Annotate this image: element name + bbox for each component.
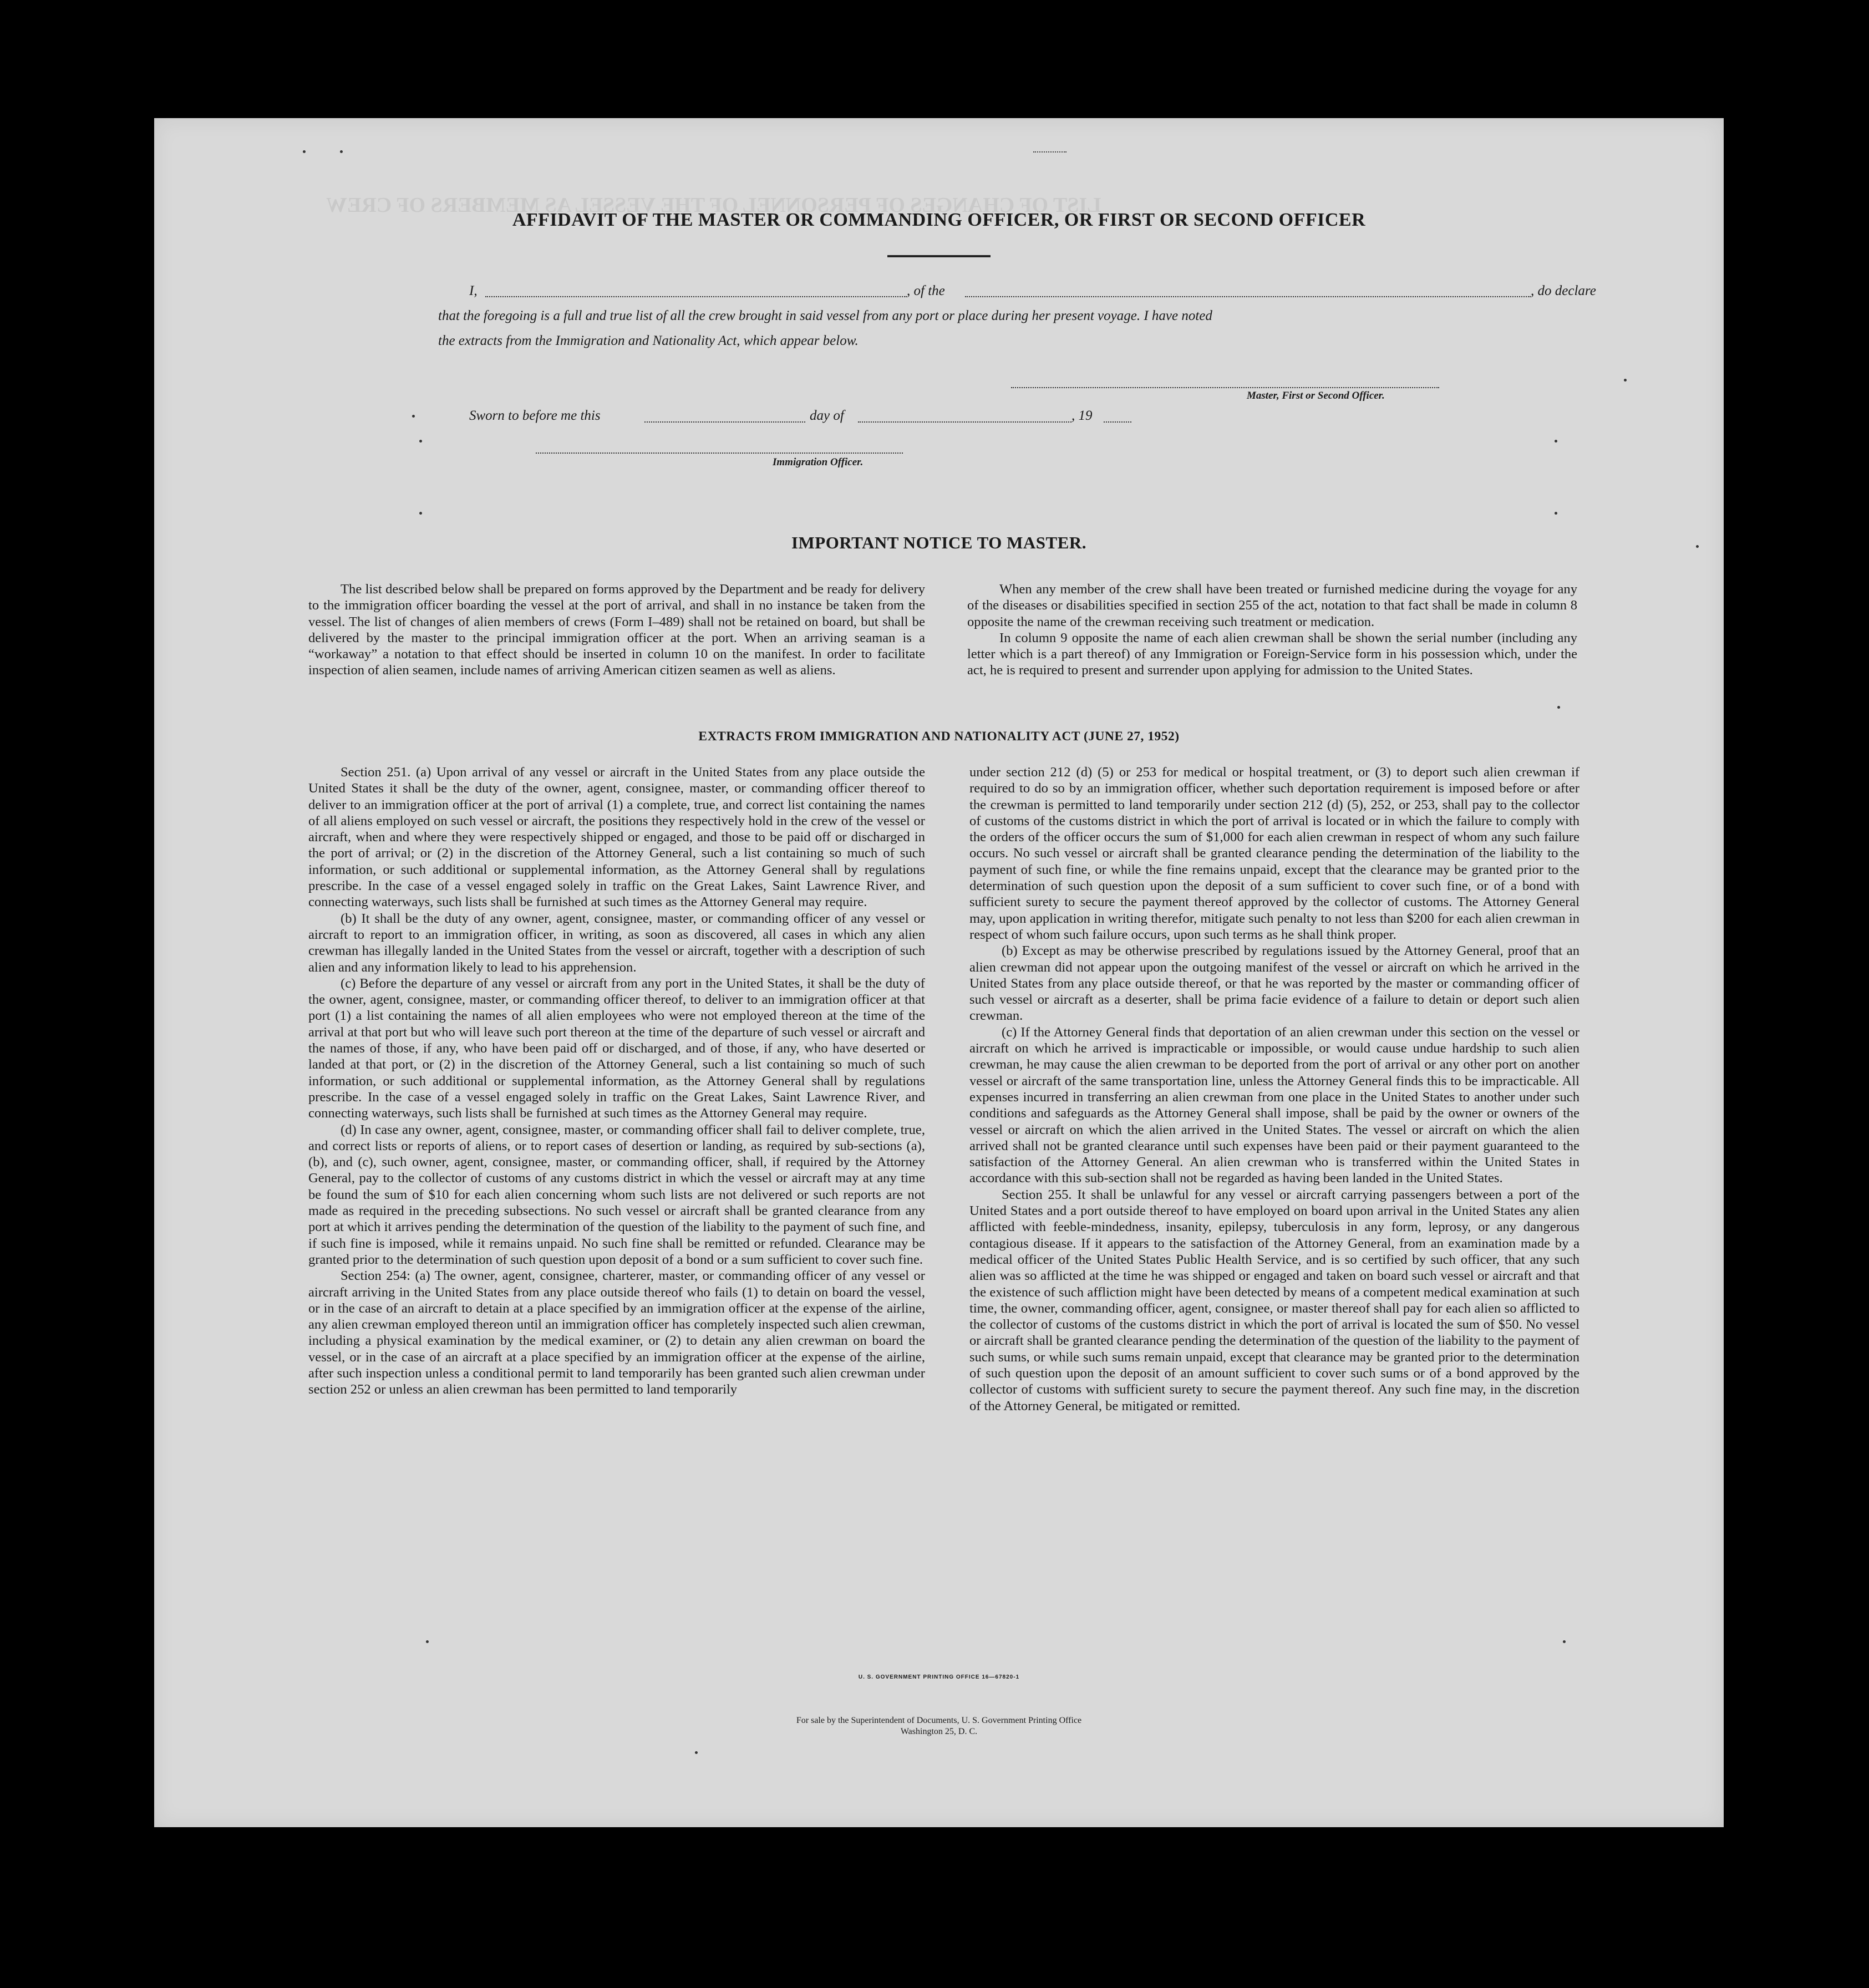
sworn-label: Sworn to before me this — [469, 408, 601, 423]
sale-notice — [154, 1715, 1724, 1737]
extracts-title: EXTRACTS FROM IMMIGRATION AND NATIONALITY ACT (JUNE 27, 1952) — [698, 729, 1180, 744]
gpo-imprint: U. S. GOVERNMENT PRINTING OFFICE 16—67820-1 — [858, 1674, 1020, 1680]
scan-speck — [1696, 545, 1699, 548]
affidavit-extracts-line: the extracts from the Immigration and Nationality Act, which appear below. — [438, 333, 859, 348]
notice-title: IMPORTANT NOTICE TO MASTER. — [791, 533, 1087, 552]
year-label: , 19 — [1071, 408, 1093, 423]
city-line: Washington 25, D. C. — [900, 1727, 978, 1736]
declarant-name-field[interactable] — [485, 296, 907, 297]
officer-signature-caption: Immigration Officer. — [773, 456, 864, 468]
affidavit-title: AFFIDAVIT OF THE MASTER OR COMMANDING OFFICER, OR FIRST OR SECOND OFFICER — [512, 210, 1366, 230]
affidavit-of-the-label: , of the — [907, 283, 945, 298]
statute-paragraph: (d) In case any owner, agent, consignee, master, or commanding officer shall fail to deliver complete, true, and correct lists or reports of aliens, or to report cases of desertion or landing, as required by sub-sections (a), (b), and (c), such owner, agent, consignee, master, or commanding officer, shall, if required by the Attorney General, pay to the collector of customs of any customs district in which the vessel or aircraft may at any time be found the sum of $10 for each alien concerning whom such lists are not delivered or such reports are not made as required in the preceding subsections. No such vessel or aircraft shall be granted clearance from any port at which it arrives pending the determination of the question of the liability to the payment of such fine, and if such fine is imposed, while it remains unpaid. No such fine shall be remitted or refunded. Clearance may be granted prior to the determination of such question upon deposit of a bond or a sum sufficient to cover such fine. — [308, 1122, 925, 1267]
extracts-left-column — [308, 764, 925, 1398]
master-signature-caption: Master, First or Second Officer. — [1247, 390, 1385, 401]
sworn-month-field[interactable] — [858, 421, 1071, 423]
notice-right-column — [967, 581, 1577, 679]
vessel-name-field[interactable] — [965, 296, 1531, 297]
scan-speck — [1555, 512, 1557, 515]
statute-paragraph: (b) It shall be the duty of any owner, agent, consignee, master, or commanding officer of any vessel or aircraft to report to an immigration officer, in writing, as soon as discovered, all cases in which any alien crewman has illegally landed in the United States from the vessel or aircraft, together with a description of such alien and any information likely to lead to his apprehension. — [308, 911, 925, 975]
sale-line: For sale by the Superintendent of Documents, U. S. Government Printing Office — [796, 1716, 1082, 1725]
notice-paragraph: When any member of the crew shall have been treated or furnished medicine during the voyage for any of the diseases or disabilities specified in section 255 of the act, notation to that fact shall be made in column 8 opposite the name of the crewman receiving such treatment or medication. — [967, 582, 1577, 629]
statute-paragraph: Section 255. It shall be unlawful for any vessel or aircraft carrying passengers between a port of the United States and a port outside thereof to have employed on board upon arrival in the United States any alien afflicted with feeble-mindedness, insanity, epilepsy, tuberculosis in any form, leprosy, or any dangerous contagious disease. If it appears to the satisfaction of the Attorney General, from an examination made by a medical officer of the United States Public Health Service, and is so certified by such officer, that any such alien was so afflicted at the time he was shipped or engaged and taken on board such vessel or aircraft and that the existence of such affliction might have been detected by means of a competent medical examination at such time, the owner, commanding officer, agent, consignee, or master thereof shall pay for each alien so afflicted to the collector of customs of the customs district in which the port of arrival is located the sum of $50. No vessel or aircraft shall be granted clearance pending the determination of the question of the liability to the payment of such sums, or while such sums remain unpaid, except that clearance may be granted prior to the determination of such question upon the deposit of an amount sufficient to cover such sums or of a bond approved by the collector of customs with sufficient surety to secure the payment thereof. Any such fine may, in the discretion of the Attorney General, be mitigated or remitted. — [969, 1187, 1579, 1414]
affidavit-statement-line: that the foregoing is a full and true list of all the crew brought in said vessel from any port or place during her present voyage. I have noted — [438, 308, 1212, 323]
affidavit-i-label: I, — [469, 283, 478, 298]
scan-speck — [1563, 1640, 1566, 1643]
scan-speck — [695, 1751, 698, 1754]
form-page — [154, 118, 1724, 1827]
title-divider — [887, 255, 991, 257]
scan-speck — [1555, 440, 1557, 443]
scan-speck — [340, 150, 343, 153]
scan-speck — [419, 512, 422, 515]
statute-paragraph: Section 251. (a) Upon arrival of any vessel or aircraft in the United States from any place outside the United States it shall be the duty of the owner, agent, consignee, master, or commanding officer thereof to deliver to an immigration officer at the port of arrival (1) a complete, true, and correct list containing the names of all aliens employed on such vessel or aircraft, the positions they respectively hold in the crew of the vessel or aircraft, when and where they were respectively shipped or engaged, and those to be paid off or discharged in the port of arrival; or (2) in the discretion of the Attorney General, such a list containing so much of such information, or such additional or supplemental information, as the Attorney General shall by regulations prescribe. In the case of a vessel engaged solely in traffic on the Great Lakes, Saint Lawrence River, and connecting waterways, such lists shall be furnished at such times as the Attorney General may require. — [308, 765, 925, 910]
notice-paragraph: In column 9 opposite the name of each alien crewman shall be shown the serial number (including any letter which is a part thereof) of any Immigration or Foreign-Service form in his possession which, under the act, he is required to present and surrender upon applying for admission to the United States. — [967, 630, 1577, 678]
statute-paragraph: under section 212 (d) (5) or 253 for medical or hospital treatment, or (3) to deport such alien crewman if required to do so by an immigration officer, whether such deportation requirement is imposed before or after the crewman is permitted to land temporarily under section 212 (d) (5), 252, or 253, shall pay to the collector of customs of the customs district in which the port of arrival is located or in which the failure to comply with the orders of the officer occurs the sum of $1,000 for each alien crewman in respect of whom any such failure occurs. No such vessel or aircraft shall be granted clearance pending the determination of the liability to the payment of such fine, or while the fine remains unpaid, except that the clearance may be granted prior to the determination of such question upon the deposit of a sum sufficient to cover such fine, or of a bond with sufficient surety to secure the payment thereof approved by the collector of customs. The Attorney General may, upon application in writing therefor, mitigate such penalty to not less than $200 for each alien crewman in respect of whom such failure occurs, upon such terms as he shall think proper. — [969, 765, 1579, 942]
affidavit-declare-label: , do declare — [1531, 283, 1596, 298]
scan-speck — [1624, 379, 1627, 382]
notice-left-column — [308, 581, 925, 679]
bleed-through-text: LIST OF CHANGES OF PERSONNEL OF THE VESSEL AS MEMBERS OF CREW — [326, 194, 1101, 217]
statute-paragraph: (b) Except as may be otherwise prescribed by regulations issued by the Attorney General, proof that an alien crewman did not appear upon the outgoing manifest of the vessel or aircraft on which he arrived in the United States from any place outside thereof, or that he was reported by the master or commanding officer of such vessel or aircraft as a deserter, shall be prima facie evidence of a failure to detain or deport such alien crewman. — [969, 943, 1579, 1024]
statute-paragraph: Section 254: (a) The owner, agent, consignee, charterer, master, or commanding officer of any vessel or aircraft arriving in the United States from any place outside thereof who fails (1) to detain on board the vessel, or in the case of an aircraft to detain at a place specified by an immigration officer at the expense of the airline, any alien crewman employed thereon until an immigration officer has completely inspected such alien crewman, including a physical examination by the medical examiner, or (2) to detain any alien crewman on board the vessel, or in the case of an aircraft at a place specified by an immigration officer at the expense of the airline, after such inspection unless a conditional permit to land temporarily has been granted such alien crewman under section 252 or unless an alien crewman has been permitted to land temporarily — [308, 1268, 925, 1397]
scan-speck — [412, 415, 415, 418]
page-mark — [1033, 151, 1066, 154]
scan-speck — [426, 1640, 429, 1643]
sworn-day-field[interactable] — [644, 421, 805, 423]
sworn-year-field[interactable] — [1104, 421, 1131, 423]
officer-signature-field[interactable] — [536, 452, 903, 454]
extracts-right-column — [969, 764, 1579, 1414]
master-signature-field[interactable] — [1011, 387, 1439, 388]
scan-speck — [303, 150, 306, 153]
notice-paragraph: The list described below shall be prepared on forms approved by the Department and be ready for delivery to the immigration officer boarding the vessel at the port of arrival, and shall in no instance be taken from the vessel. The list of changes of alien members of crews (Form I–489) shall not be retained on board, but shall be delivered by the master to the principal immigration officer at the port. When an arriving seaman is a “workaway” a notation to that effect should be inserted in column 10 on the manifest. In order to facilitate inspection of alien seamen, include names of arriving American citizen seamen as well as aliens. — [308, 582, 925, 678]
scan-speck — [1557, 706, 1560, 709]
day-of-label: day of — [810, 408, 844, 423]
scan-speck — [419, 440, 422, 443]
statute-paragraph: (c) If the Attorney General finds that deportation of an alien crewman under this section on the vessel or aircraft on which he arrived is impracticable or impossible, or would cause undue hardship to such alien crewman, he may cause the alien crewman to be deported from the port of arrival or any other port on another vessel or aircraft of the same transportation line, unless the Attorney General finds this to be impracticable. All expenses incurred in transferring an alien crewman from one place in the United States to another under such conditions and safeguards as the Attorney General shall impose, shall be paid by the owner or owners of the vessel or aircraft on which the alien arrived in the United States. The vessel or aircraft on which the alien arrived shall not be granted clearance until such expenses have been paid or their payment guaranteed to the satisfaction of the Attorney General. An alien crewman who is transferred within the United States in accordance with this sub-section shall not be regarded as having been landed in the United States. — [969, 1024, 1579, 1186]
statute-paragraph: (c) Before the departure of any vessel or aircraft from any port in the United States, it shall be the duty of the owner, agent, consignee, master, or commanding officer thereof, to deliver to an immigration officer at that port (1) a list containing the names of all alien employees who were not employed thereon at the time of the arrival at that port but who will leave such port thereon at the time of the departure of such vessel or aircraft and the names of those, if any, who have been paid off or discharged, and of those, if any, who have deserted or landed at that port, or (2) in the discretion of the Attorney General, such a list containing so much of such information, or such additional or supplemental information, as the Attorney General shall by regulations prescribe. In the case of a vessel engaged solely in traffic on the Great Lakes, Saint Lawrence River, and connecting waterways, such lists shall be furnished at such times as the Attorney General may require. — [308, 975, 925, 1121]
